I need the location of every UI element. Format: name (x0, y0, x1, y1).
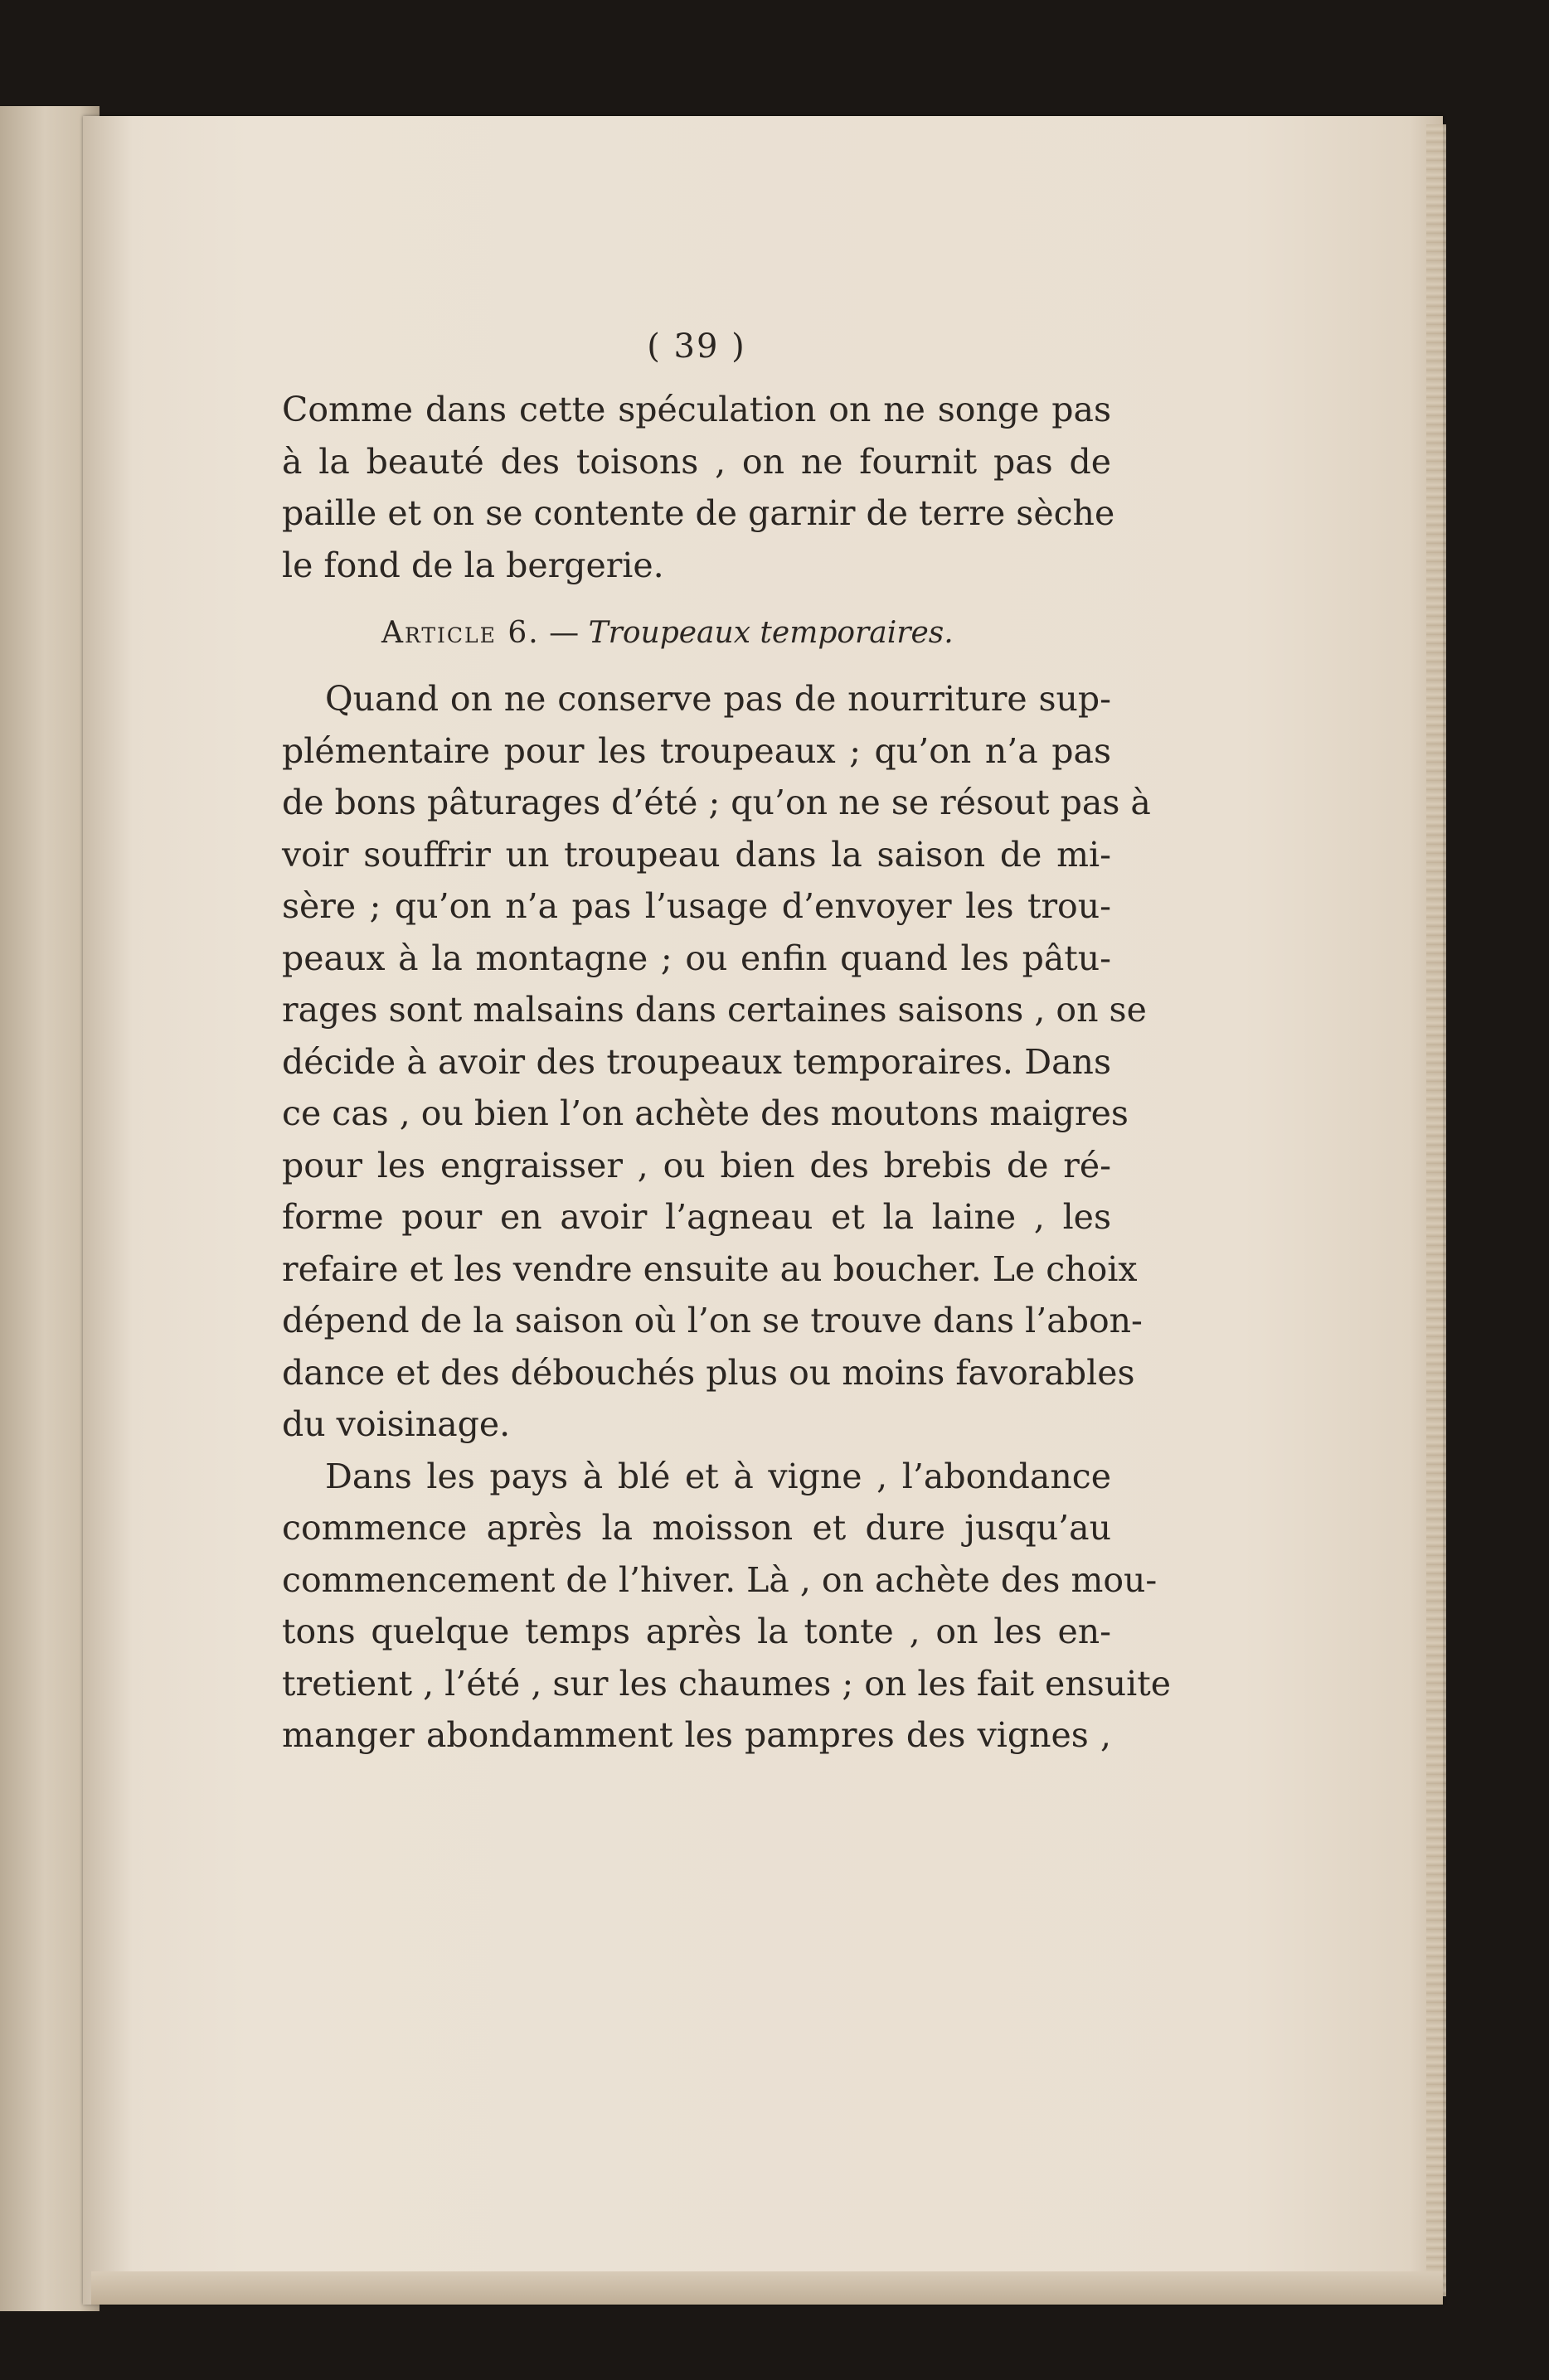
text-line: tretient , l’été , sur les chaumes ; on les fait ensuite (282, 1663, 1172, 1704)
text-line: sère ; qu’on n’a pas l’usage d’envoyer les trou- (282, 886, 1111, 926)
text-line: de bons pâturages d’été ; qu’on ne se résout pas à (282, 783, 1151, 822)
paragraph-2 (282, 673, 1151, 1451)
text-line: Dans les pays à blé et à vigne , l’abondance (325, 1456, 1111, 1496)
text-line: à la beauté des toisons , on ne fournit pas de (282, 441, 1111, 482)
text-line: refaire et les vendre ensuite au boucher. Le choix (282, 1248, 1138, 1289)
text-line: Comme dans cette spéculation on ne songe pas (282, 390, 1111, 429)
text-line: dance et des débouchés plus ou moins favorables (282, 1352, 1135, 1393)
text-line: manger abondamment les pampres des vignes , (282, 1715, 1111, 1755)
text-line: Quand on ne conserve pas de nourriture sup- (325, 679, 1111, 719)
text-line: forme pour en avoir l’agneau et la laine , les (282, 1197, 1111, 1237)
page-number: ( 39 ) (647, 327, 746, 366)
text-line: commencement de l’hiver. Là , on achète des mou- (282, 1559, 1158, 1600)
text-line: le fond de la bergerie. (282, 545, 664, 585)
text-line: dépend de la saison où l’on se trouve dans l’abon- (282, 1301, 1143, 1340)
text-line: pour les engraisser , ou bien des brebis de ré- (282, 1145, 1111, 1185)
text-line: paille et on se contente de garnir de terre sèche (282, 493, 1115, 533)
paragraph-3 (282, 1451, 1172, 1762)
text-line: ce cas , ou bien l’on achète des moutons maigres (282, 1093, 1129, 1133)
page-fore-edge (1426, 124, 1446, 2296)
page-bottom-edge (91, 2271, 1443, 2305)
text-line: commence après la moisson et dure jusqu’au (282, 1508, 1111, 1548)
article-number: Article 6. (381, 616, 540, 650)
page-text-block (282, 327, 1172, 1762)
text-line: tons quelque temps après la tonte , on les en- (282, 1612, 1111, 1651)
paragraph-1 (282, 384, 1115, 591)
article-heading (282, 616, 1111, 650)
heading-dash: — (549, 616, 580, 650)
text-line: rages sont malsains dans certaines saisons , on se (282, 990, 1147, 1030)
text-line: voir souffrir un troupeau dans la saison de mi- (282, 834, 1111, 875)
text-line: peaux à la montagne ; ou enfin quand les pâtu- (282, 938, 1111, 978)
text-line: décide à avoir des troupeaux temporaires. Dans (282, 1041, 1111, 1082)
text-line: plémentaire pour les troupeaux ; qu’on n’a pas (282, 730, 1111, 771)
article-title: Troupeaux temporaires. (588, 616, 954, 650)
text-line: du voisinage. (282, 1404, 511, 1444)
